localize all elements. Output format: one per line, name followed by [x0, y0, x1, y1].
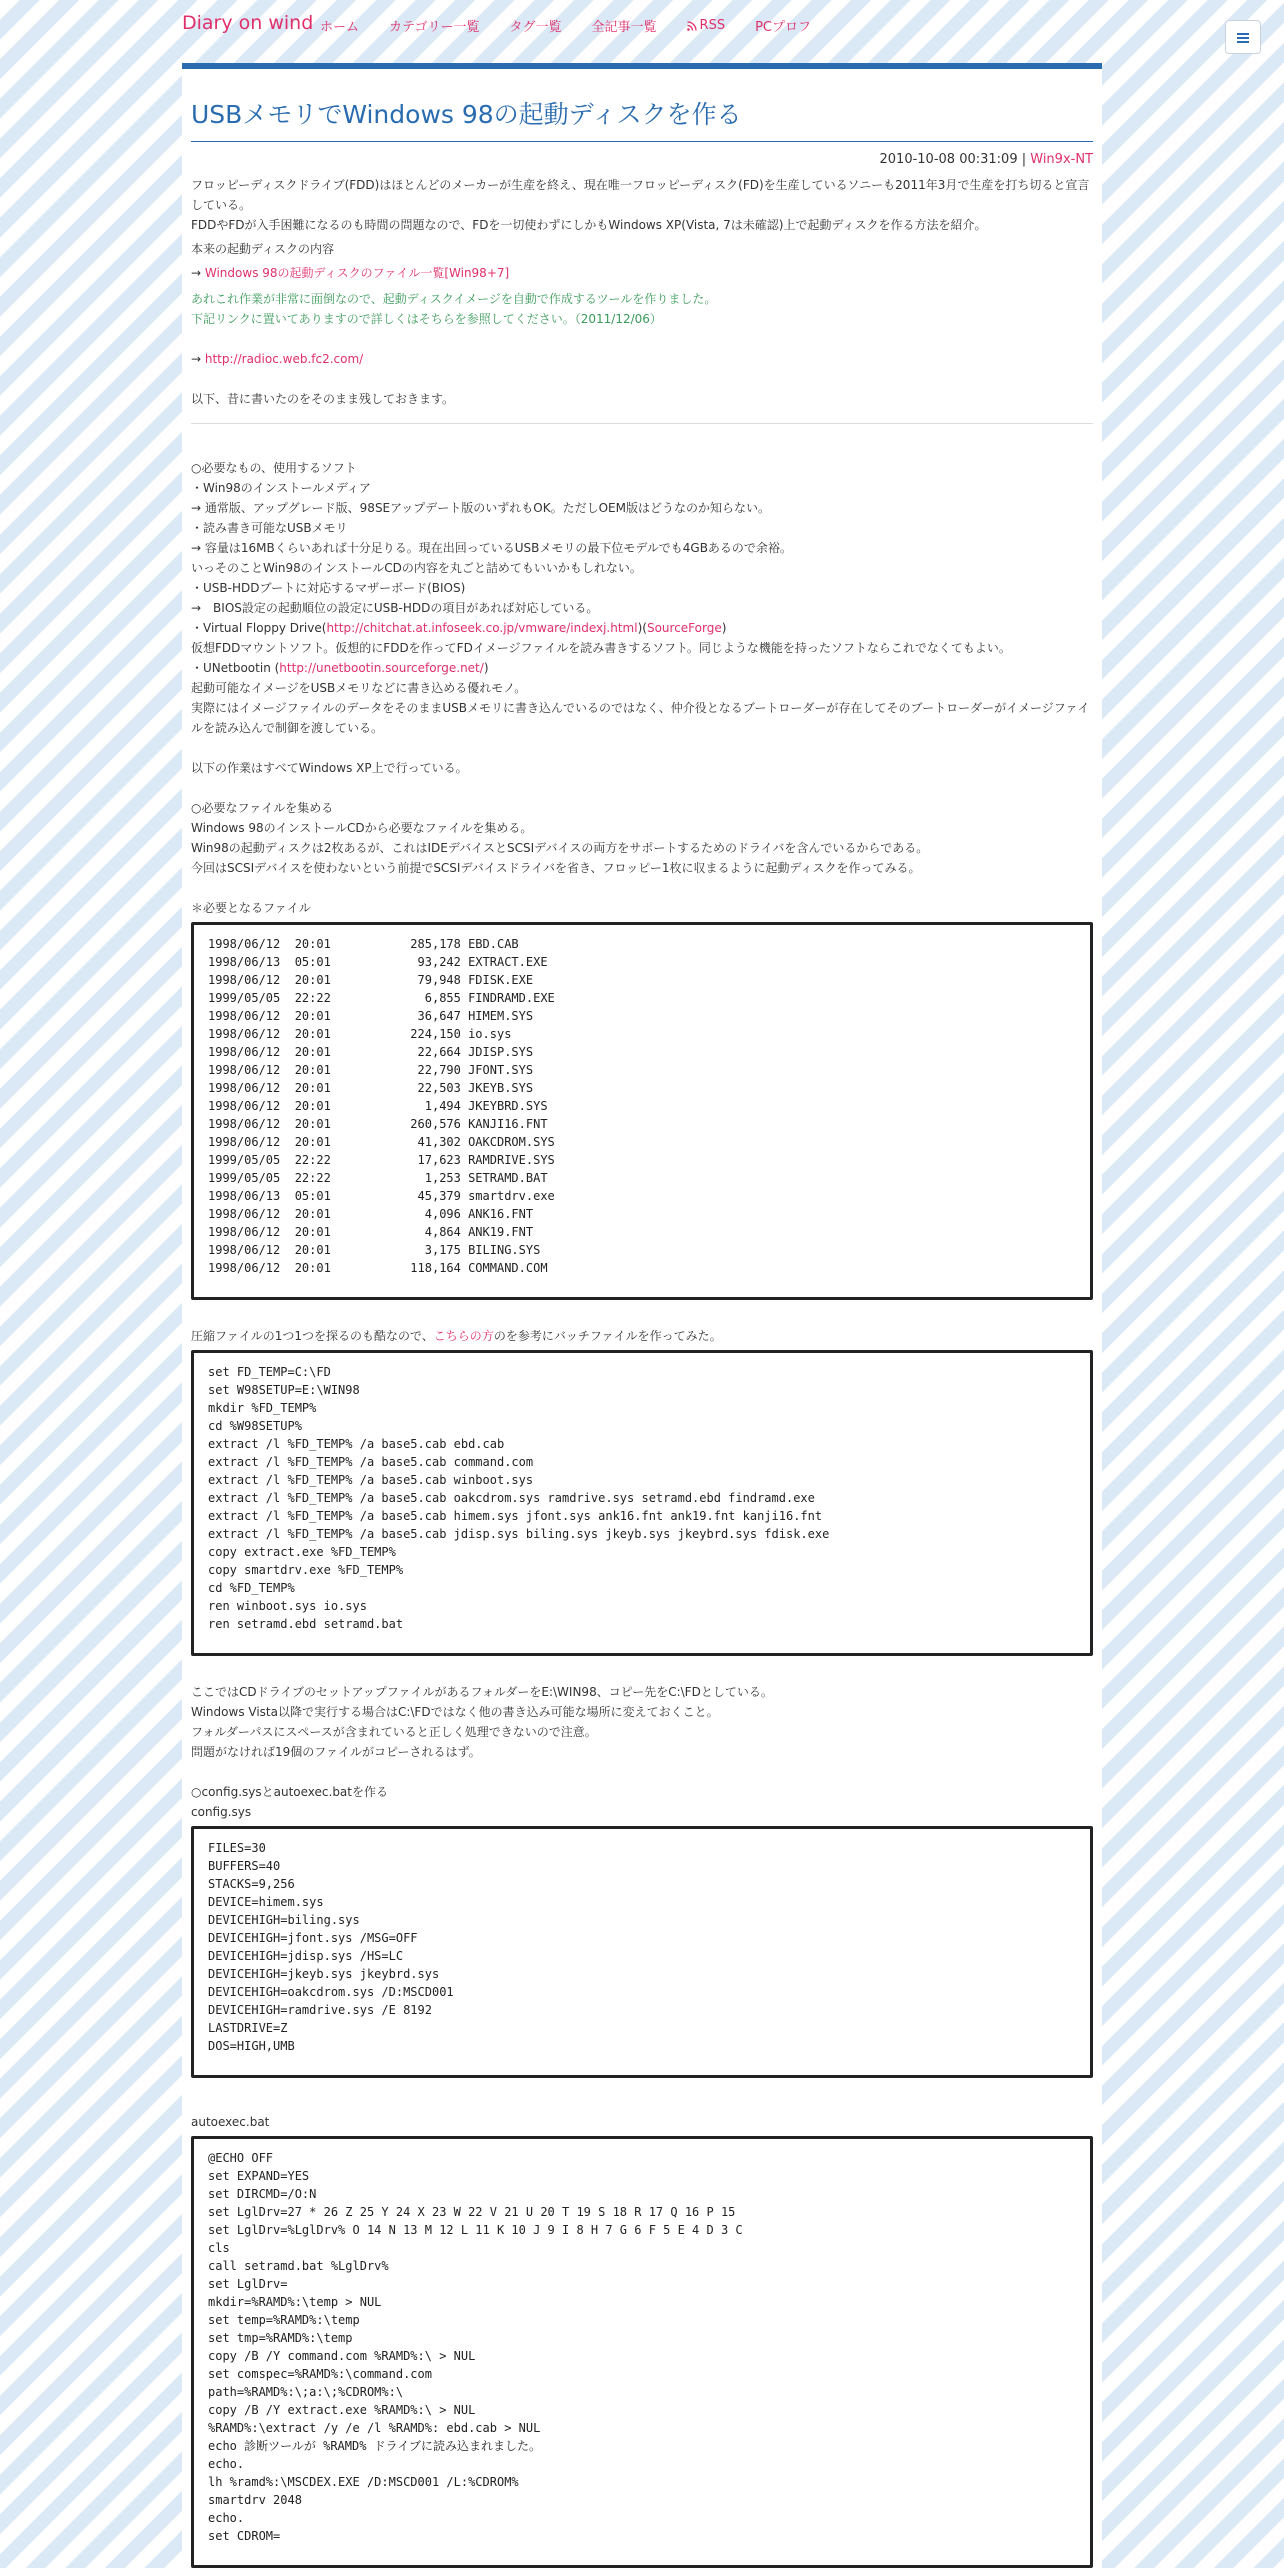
unetbootin-link[interactable]: http://unetbootin.sourceforge.net/ [279, 661, 484, 675]
vfd-description: 仮想FDDマウントソフト。仮想的にFDDを作ってFDイメージファイルを読み書きするソフト。同じような機能を持ったソフトならこれでなくてもよい。 [191, 641, 1011, 655]
file-list-code-block: 1998/06/12 20:01 285,178 EBD.CAB 1998/06/13 05:01 93,242 EXTRACT.EXE 1998/06/12 20:01 79,948 FDISK.EXE 1999/05/05 22:22 6,855 FINDRAMD.EXE 1998/06/12 20:01 36,647 HIMEM.SYS 1998/06/12 20:01 224,150 io.sys 1998/06/12 20:01 22,664 JDISP.SYS 1998/06/12 20:01 22,790 JFONT.SYS 1998/06/12 20:01 22,503 JKEYB.SYS 1998/06/12 20:01 1,494 JKEYBRD.SYS 1998/06/12 20:01 260,576 KANJI16.FNT 1998/06/12 20:01 41,302 OAKCDROM.SYS 1999/05/05 22:22 17,623 RAMDRIVE.SYS 1999/05/05 22:22 1,253 SETRAMD.BAT 1998/06/13 05:01 45,379 smartdrv.exe 1998/06/12 20:01 4,096 ANK16.FNT 1998/06/12 20:01 4,864 ANK19.FNT 1998/06/12 20:01 3,175 BILING.SYS 1998/06/12 20:01 118,164 COMMAND.COM [191, 922, 1093, 1300]
batch-code-block: set FD_TEMP=C:\FD set W98SETUP=E:\WIN98 mkdir %FD_TEMP% cd %W98SETUP% extract /l %FD_TEMP% /a base5.cab ebd.cab extract /l %FD_TEMP% /a base5.cab command.com extract /l %FD_TEMP% /a base5.cab winboot.sys extract /l %FD_TEMP% /a base5.cab oakcdrom.sys ramdrive.sys setramd.ebd findramd.exe extract /l %FD_TEMP% /a base5.cab himem.sys jfont.sys ank16.fnt ank19.fnt kanji16.fnt extract /l %FD_TEMP% /a base5.cab jdisp.sys biling.sys jkeyb.sys jkeybrd.sys fdisk.exe copy extract.exe %FD_TEMP% copy smartdrv.exe %FD_TEMP% cd %FD_TEMP% ren winboot.sys io.sys ren setramd.ebd setramd.bat [191, 1350, 1093, 1656]
arrow-text: → [191, 266, 205, 280]
after-batch-line: Windows Vista以降で実行する場合はC:\FDではなく他の書き込み可能な場所に変えておくこと。 [191, 1705, 719, 1719]
req-line: → BIOS設定の起動順位の設定にUSB-HDDの項目があれば対応している。 [191, 601, 599, 615]
green-note-2: 下記リンクに置いてありますので詳しくはそちらを参照してください。（2011/12/06） [191, 312, 662, 326]
tool-link[interactable]: http://radioc.web.fc2.com/ [204, 352, 364, 366]
batch-intro: 圧縮ファイルの1つ1つを探るのも酷なので、こちらの方のを参考にバッチファイルを作ってみた。 [191, 1329, 722, 1343]
req-line: ・USB-HDDブートに対応するマザーボード(BIOS) [191, 581, 466, 595]
unetbootin-description: 起動可能なイメージをUSBメモリなどに書き込める優れモノ。 [191, 681, 527, 695]
article-category-link[interactable]: Win9x-NT [1030, 152, 1093, 167]
site-brand-link[interactable]: Diary on wind [182, 12, 314, 34]
article-meta [191, 152, 1093, 167]
config-label: config.sys [191, 1805, 252, 1819]
xp-note: 以下の作業はすべてWindows XP上で行っている。 [191, 761, 468, 775]
nav-home-link[interactable]: ホーム [320, 20, 360, 35]
article-date: 2010-10-08 00:31:09 [879, 152, 1018, 167]
tool-link-line [191, 349, 1093, 369]
intro-line-2: FDDやFDが入手困難になるのも時間の問題なので、FDを一切使わずにしかもWindows XP(Vista, 7は未確認)上で起動ディスクを作る方法を紹介。 [191, 218, 987, 232]
unetbootin-line: ・UNetbootin (http://unetbootin.sourceforge.net/) [191, 661, 489, 675]
hamburger-icon [1237, 28, 1249, 47]
nav-rss-label: RSS [699, 18, 726, 33]
old-note: 以下、昔に書いたのをそのまま残しておきます。 [191, 392, 455, 406]
collect-line: Win98の起動ディスクは2枚あるが、これはIDEデバイスとSCSIデバイスの両方をサポートするためのドライバを含んでいるからである。 [191, 841, 929, 855]
autoexec-code-block: @ECHO OFF set EXPAND=YES set DIRCMD=/O:N set LglDrv=27 * 26 Z 25 Y 24 X 23 W 22 V 21 U 20 T 19 S 18 R 17 Q 16 P 15 set LglDrv=%LglDrv% O 14 N 13 M 12 L 11 K 10 J 9 I 8 H 7 G 6 F 5 E 4 D 3 C cls call setramd.bat %LglDrv% set LglDrv= mkdir=%RAMD%:\temp > NUL set temp=%RAMD%:\temp set tmp=%RAMD%:\temp copy /B /Y command.com %RAMD%:\ > NUL set comspec=%RAMD%:\command.com path=%RAMD%:\;a:\;%CDROM%:\ copy /B /Y extract.exe %RAMD%:\ > NUL %RAMD%:\extract /y /e /l %RAMD%: ebd.cab > NUL echo 診断ツールが %RAMD% ドライブに読み込まれました。 echo. lh %ramd%:\MSCDEX.EXE /D:MSCD001 /L:%CDROM% smartdrv 2048 echo. set CDROM= [191, 2136, 1093, 2568]
intro-line-1: フロッピーディスクドライブ(FDD)はほとんどのメーカーが生産を終え、現在唯一フロッピーディスク(FD)を生産しているソニーも2011年3月で生産を打ち切ると宣言している。 [191, 178, 1090, 212]
after-batch-line: ここではCDドライブのセットアップファイルがあるフォルダーをE:\WIN98、コピー先をC:\FDとしている。 [191, 1685, 773, 1699]
nav-categories-link[interactable]: カテゴリー一覧 [389, 20, 480, 35]
top-navbar [0, 0, 1284, 50]
collect-line: 今回はSCSIデバイスを使わないという前提でSCSIデバイスドライバを省き、フロッピー1枚に収まるように起動ディスクを作ってみる。 [191, 861, 921, 875]
nav-pc-profile-link[interactable]: PCプロフ [755, 20, 811, 35]
meta-separator: | [1017, 152, 1031, 167]
after-batch-line: 問題がなければ19個のファイルがコピーされるはず。 [191, 1745, 481, 1759]
collect-line: ○必要なファイルを集める [191, 801, 334, 815]
req-line: いっそのことWin98のインストールCDの内容を丸ごと詰めてもいいかもしれない。 [191, 561, 642, 575]
nav-tags-link[interactable]: タグ一覧 [509, 20, 562, 35]
config-heading: ○config.sysとautoexec.batを作る [191, 1785, 388, 1799]
autoexec-label: autoexec.bat [191, 2115, 270, 2129]
rss-icon [687, 21, 697, 31]
req-line: ・読み書き可能なUSBメモリ [191, 521, 348, 535]
config-code-block: FILES=30 BUFFERS=40 STACKS=9,256 DEVICE=himem.sys DEVICEHIGH=biling.sys DEVICEHIGH=jfont.sys /MSG=OFF DEVICEHIGH=jdisp.sys /HS=LC DEVICEHIGH=jkeyb.sys jkeybrd.sys DEVICEHIGH=oakcdrom.sys /D:MSCD001 DEVICEHIGH=ramdrive.sys /E 8192 LASTDRIVE=Z DOS=HIGH,UMB [191, 1826, 1093, 2078]
req-line: ・Win98のインストールメディア [191, 481, 371, 495]
article-container [182, 63, 1102, 2568]
sourceforge-link[interactable]: SourceForge [646, 621, 722, 635]
arrow-text: → [191, 352, 205, 366]
nav-all-articles-link[interactable]: 全記事一覧 [591, 20, 657, 35]
original-disk-link[interactable]: Windows 98の起動ディスクのファイル一覧[Win98+7] [204, 266, 510, 280]
after-batch-line: フォルダーパスにスペースが含まれていると正しく処理できないので注意。 [191, 1725, 597, 1739]
reference-link[interactable]: こちらの方 [433, 1329, 494, 1343]
original-disk-link-line [191, 263, 1093, 283]
green-note-1: あれこれ作業が非常に面倒なので、起動ディスクイメージを自動で作成するツールを作りました。 [191, 292, 717, 306]
article-title: USBメモリでWindows 98の起動ディスクを作る [191, 89, 1093, 142]
original-disk-label: 本来の起動ディスクの内容 [191, 242, 335, 256]
nav-menu [320, 16, 811, 35]
files-label: ＊必要となるファイル [191, 901, 311, 915]
req-line: → 通常版、アップグレード版、98SEアップデート版のいずれもOK。ただしOEM版はどうなのか知らない。 [191, 501, 770, 515]
collect-line: Windows 98のインストールCDから必要なファイルを集める。 [191, 821, 533, 835]
hamburger-menu-button[interactable] [1225, 20, 1261, 54]
vfd-link[interactable]: http://chitchat.at.infoseek.co.jp/vmware/indexj.html [326, 621, 638, 635]
divider [191, 423, 1093, 424]
nav-rss-link[interactable] [687, 16, 726, 35]
req-line: ○必要なもの、使用するソフト [191, 461, 357, 475]
unetbootin-detail: 実際にはイメージファイルのデータをそのままUSBメモリに書き込んでいるのではなく、仲介役となるブートローダーが存在してそのブートローダーがイメージファイルを読み込んで制御を渡している。 [191, 701, 1090, 735]
vfd-line: ・Virtual Floppy Drive(http://chitchat.at.infoseek.co.jp/vmware/indexj.html)(SourceForge) [191, 621, 727, 635]
req-line: → 容量は16MBくらいあれば十分足りる。現在出回っているUSBメモリの最下位モデルでも4GBあるので余裕。 [191, 541, 792, 555]
